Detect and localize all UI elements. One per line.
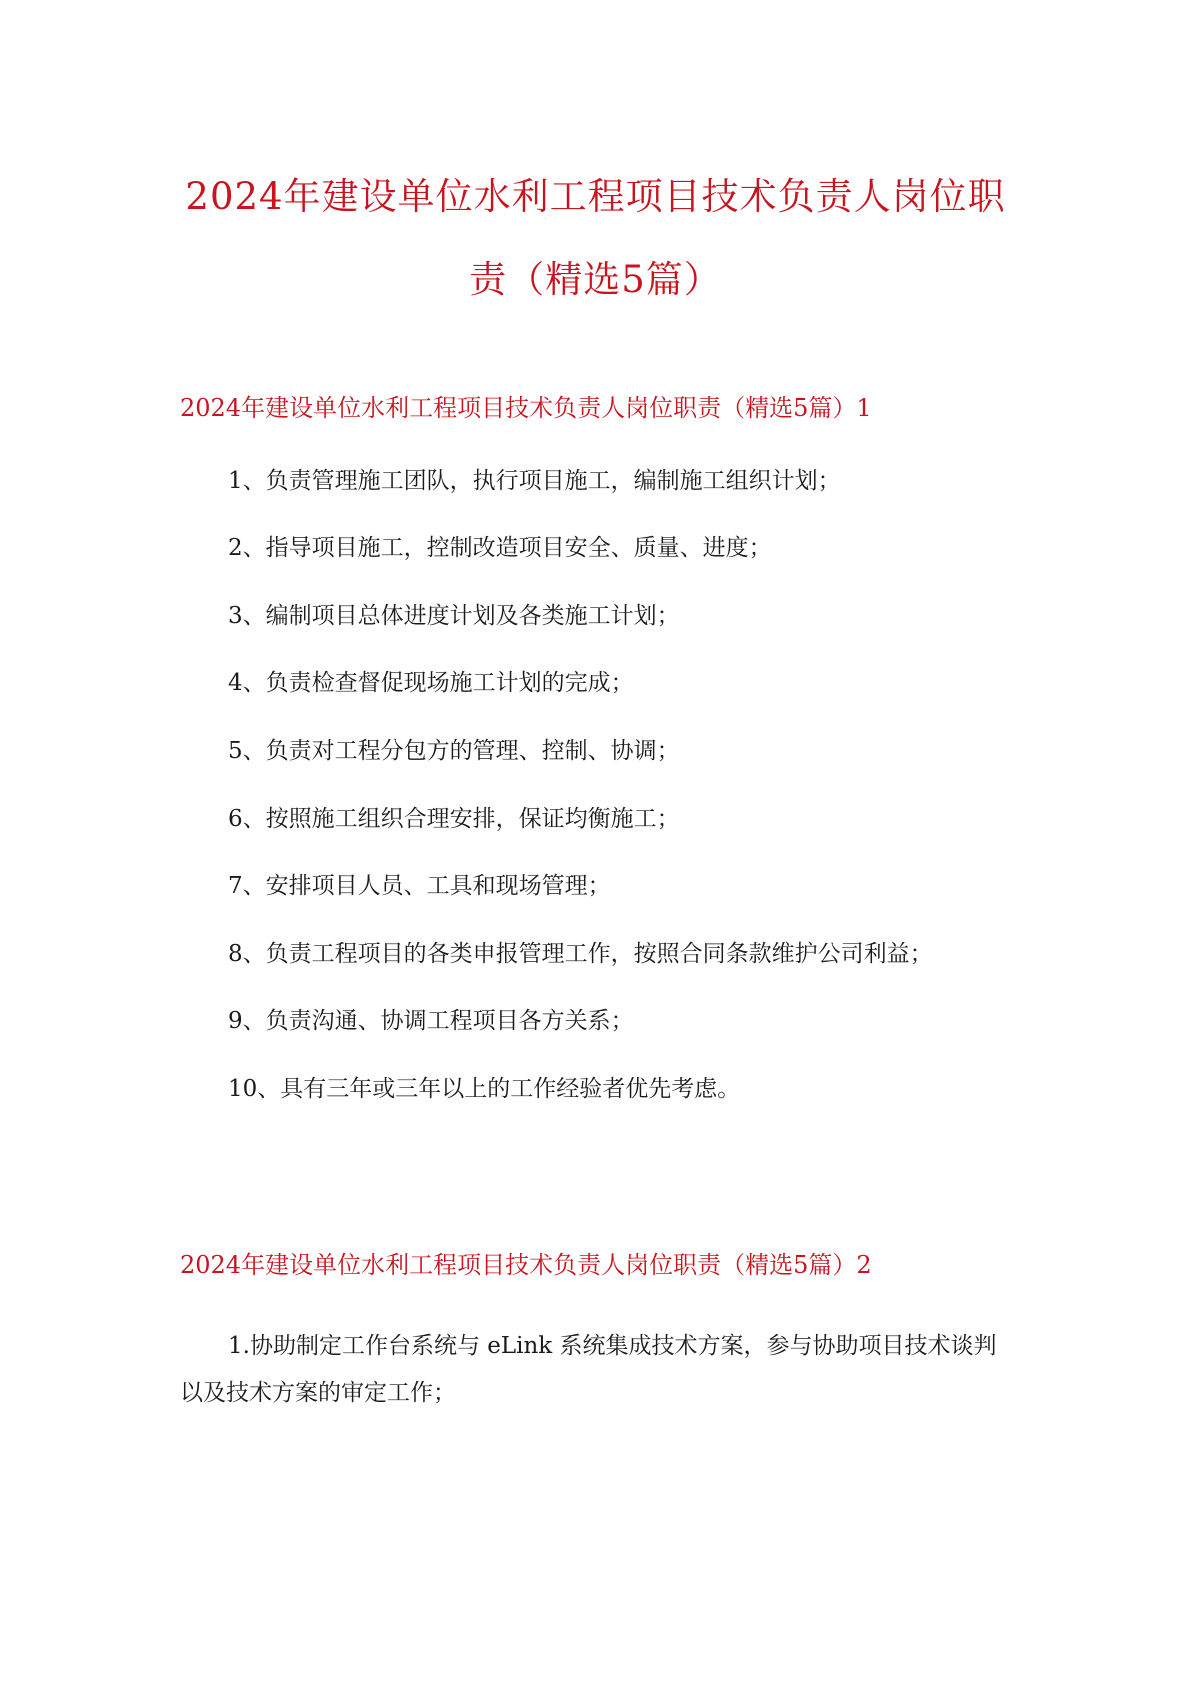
list-item: 2、指导项目施工，控制改造项目安全、质量、进度； — [228, 535, 772, 561]
list-item: 4、负责检查督促现场施工计划的完成； — [228, 670, 634, 696]
section-heading-2: 2024年建设单位水利工程项目技术负责人岗位职责（精选5篇）2 — [180, 1251, 872, 1279]
document-title-line-1: 2024年建设单位水利工程项目技术负责人岗位职 — [185, 175, 1006, 218]
list-item: 1、负责管理施工团队，执行项目施工，编制施工组织计划； — [228, 468, 841, 494]
list-item: 9、负责沟通、协调工程项目各方关系； — [228, 1008, 634, 1034]
list-item: 3、编制项目总体进度计划及各类施工计划； — [228, 603, 680, 629]
body-paragraph — [180, 1331, 1020, 1408]
section-heading-1: 2024年建设单位水利工程项目技术负责人岗位职责（精选5篇）1 — [180, 394, 872, 422]
paragraph-line-2: 以及技术方案的审定工作； — [180, 1380, 456, 1406]
document-title-line-2: 责（精选5篇） — [469, 258, 722, 301]
list-item: 5、负责对工程分包方的管理、控制、协调； — [228, 738, 680, 764]
list-item: 7、安排项目人员、工具和现场管理； — [228, 873, 611, 899]
list-item: 10、具有三年或三年以上的工作经验者优先考虑。 — [228, 1076, 741, 1102]
list-item: 8、负责工程项目的各类申报管理工作，按照合同条款维护公司利益； — [228, 941, 933, 967]
list-item: 6、按照施工组织合理安排，保证均衡施工； — [228, 806, 680, 832]
paragraph-line-1: 1.协助制定工作台系统与 eLink 系统集成技术方案，参与协助项目技术谈判 — [228, 1333, 997, 1359]
